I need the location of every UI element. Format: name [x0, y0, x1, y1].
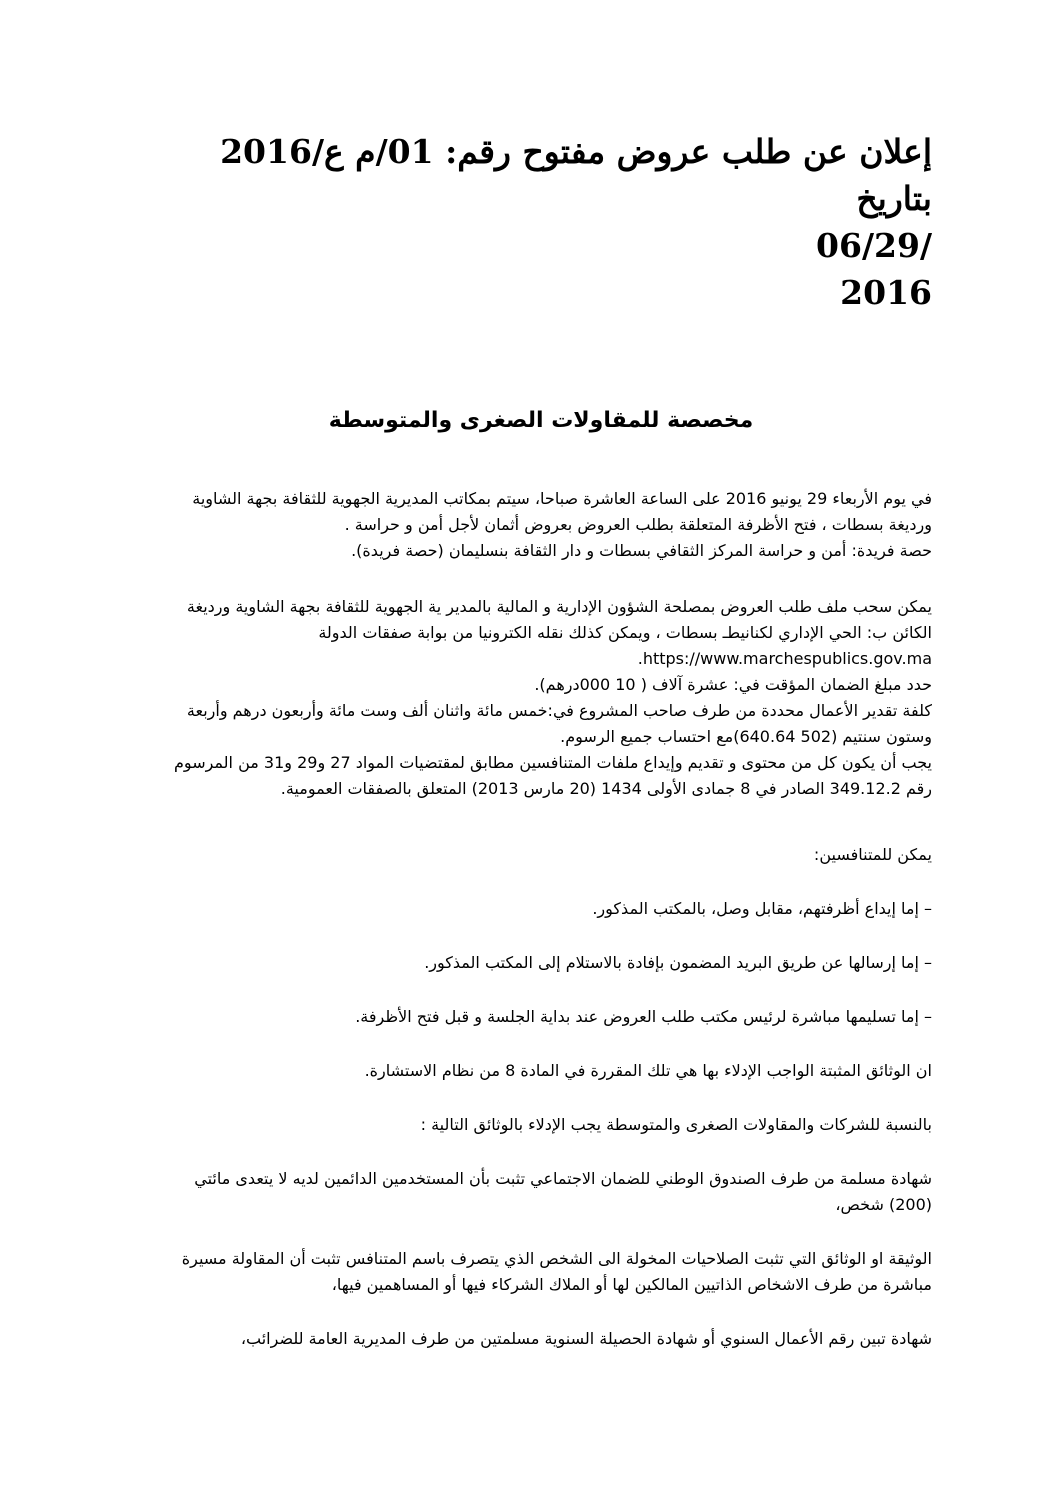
sme-documents-note: بالنسبة للشركات والمقاولات الصغرى والمتوسطة يجب الإدلاء بالوثائق التالية :: [420, 1115, 932, 1134]
cnss-certificate-paragraph: شهادة مسلمة من طرف الصندوق الوطني للضمان الاجتماعي تثبت بأن المستخدمين الدائمين لديه لا يتعدى مائتي (200) شخص،: [194, 1169, 932, 1214]
legal-document-paragraph: الوثيقة او الوثائق التي تثبت الصلاحيات المخولة الى الشخص الذي يتصرف باسم المتنافس تثبت أن المقاولة مسيرة مباشرة من طرف الاشخاص الذاتيين المالكين لها أو الملاك الشركاء فيها أو المساهمين فيها،: [181, 1249, 932, 1294]
title-line: 2016: [840, 273, 932, 312]
lot-paragraph: حصة فريدة: أمن و حراسة المركز الثقافي بسطات و دار الثقافة بنسليمان (حصة فريدة).: [351, 541, 932, 560]
legal-basis-paragraph: يجب أن يكون كل من محتوى و تقديم وإيداع ملفات المتنافسين مطابق لمقتضيات المواد 27 و29 و31 من المرسوم رقم 349.12.2 الصادر في 8 جمادى الأولى 1434 (20 مارس 2013) المتعلق بالصفقات العمومية.: [174, 753, 932, 798]
supporting-documents-note: ان الوثائق المثبتة الواجب الإدلاء بها هي تلك المقررة في المادة 8 من نظام الاستشارة.: [364, 1061, 932, 1080]
guarantee-paragraph: حدد مبلغ الضمان المؤقت في: عشرة آلاف ( 10 000درهم).: [534, 675, 932, 694]
document-page: [150, 128, 932, 1352]
title-line: إعلان عن طلب عروض مفتوح رقم: 01/م ع/2016 بتاريخ: [220, 132, 932, 218]
intro-paragraph: في يوم الأربعاء 29 يونيو 2016 على الساعة العاشرة صباحا، سيتم بمكاتب المديرية الجهوية للثقافة بجهة الشاوية ورديغة بسطات ، فتح الأظرفة المتعلقة بطلب العروض بعروض أثمان لأجل أمن و حراسة .: [192, 489, 932, 534]
competitors-heading: يمكن للمتنافسين:: [813, 845, 932, 864]
title-line: /06/29: [816, 226, 932, 265]
submission-option: – إما إيداع أظرفتهم، مقابل وصل، بالمكتب المذكور.: [592, 899, 932, 918]
announcement-subtitle: مخصصة للمقاولات الصغرى والمتوسطة: [328, 408, 754, 433]
submission-option: – إما إرسالها عن طريق البريد المضمون بإفادة بالاستلام إلى المكتب المذكور.: [424, 953, 932, 972]
intro-block: [150, 486, 932, 564]
submission-option: – إما تسليمها مباشرة لرئيس مكتب طلب العروض عند بداية الجلسة و قبل فتح الأظرفة.: [355, 1007, 932, 1026]
tax-certificate-paragraph: شهادة تبين رقم الأعمال السنوي أو شهادة الحصيلة السنوية مسلمتين من طرف المديرية العامة للضرائب،: [240, 1329, 932, 1348]
cost-estimate-paragraph: كلفة تقدير الأعمال محددة من طرف صاحب المشروع في:خمس مائة واثنان ألف وست مائة وأربعون درهم وأربعة وستون سنتيم (502 640.64)مع احتساب جميع الرسوم.: [186, 701, 932, 746]
announcement-title: [150, 128, 932, 316]
details-block: [150, 594, 932, 802]
tender-file-paragraph: يمكن سحب ملف طلب العروض بمصلحة الشؤون الإدارية و المالية بالمدير ية الجهوية للثقافة بجهة الشاوية ورديغة الكائن ب: الحي الإداري لكنانيطـ بسطات ، ويمكن كذلك نقله الكترونيا من بوابة صفقات الدولة https://www.marchespublics.gov.ma.: [186, 597, 932, 668]
